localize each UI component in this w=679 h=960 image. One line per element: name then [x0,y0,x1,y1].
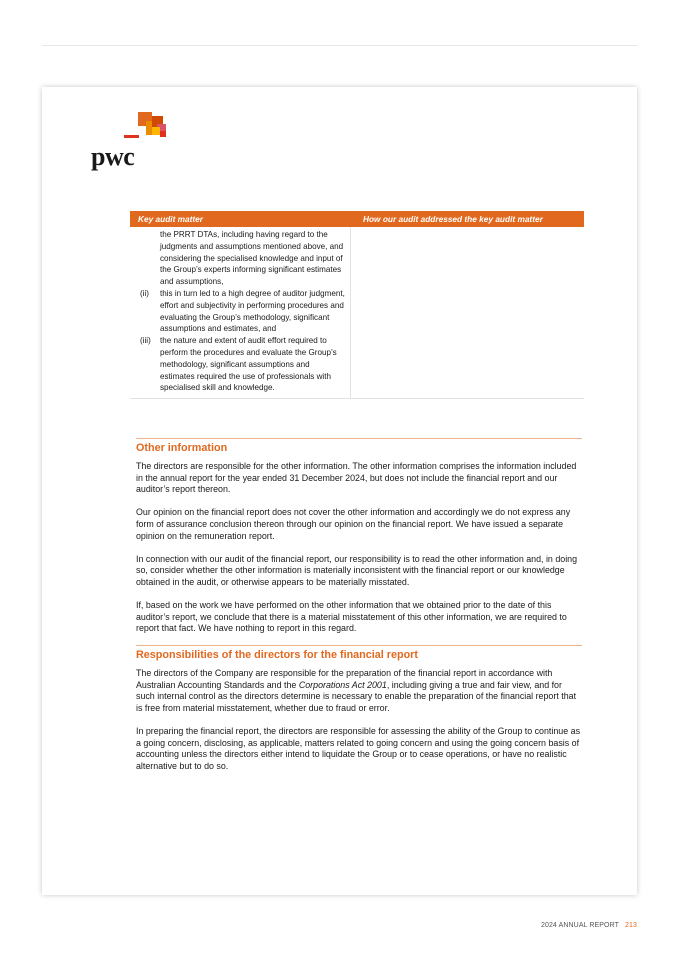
other-information-section [136,438,582,647]
list-item-text: the PRRT DTAs, including having regard to the judgments and assumptions mentioned above, and considering the specialised knowledge and input of the Group’s experts informing significant estimates and assumptions, [160,230,344,287]
header-key-audit-matter: Key audit matter [138,214,204,224]
page-footer [541,922,637,929]
page-sheet [42,87,637,895]
report-label: 2024 ANNUAL REPORT [540,922,620,929]
list-item [138,229,346,288]
paragraph: In connection with our audit of the financial report, our responsibility is to read the other information and, in doing so, consider whether the other information is materially inconsistent with the financial report or our knowledge obtained in the audit, or otherwise appears to be materially misstated. [136,553,578,587]
list-item-text: this in turn led to a high degree of auditor judgment, effort and subjectivity in performing procedures and evaluating the Group’s methodology, significant assumptions and estimates, and [160,288,345,334]
key-audit-matter-cell [130,227,351,398]
how-addressed-cell [351,227,584,398]
list-item-number: (iii) [140,336,151,346]
paragraph: In preparing the financial report, the directors are responsible for assessing the ability of the Group to continue as a going concern, disclosing, as applicable, matters related to going concern and using the going concern basis of accounting unless the directors either intend to liquidate the Group or to cease operations, or have no realistic alternative but to do so. [136,725,581,771]
header-how-addressed: How our audit addressed the key audit matter [363,214,543,224]
paragraph: Our opinion on the financial report does not cover the other information and accordingly we do not express any form of assurance conclusion thereon through our opinion on the financial report. We have issued a separate opinion on the remuneration report. [136,507,571,541]
page-number: 213 [625,922,637,929]
section-divider [136,645,582,646]
paragraph: If, based on the work we have performed on the other information that we obtained prior to the date of this auditor’s report, we conclude that there is a material misstatement of this other information, we are required to report that fact. We have nothing to report in this regard. [136,600,567,634]
top-rule [42,45,637,46]
section-heading: Responsibilities of the directors for the financial report [136,649,418,661]
section-divider [136,438,582,439]
pwc-wordmark: pwc [91,142,135,171]
list-item [138,288,346,335]
paragraph-text: The directors of the Company are responsible for the preparation of the financial report in accordance with Australian Accounting Standards and the [136,668,553,690]
list-item-number: (ii) [140,288,149,298]
responsibilities-section [136,645,582,784]
paragraph [136,668,582,714]
list-item-number [138,229,160,288]
pwc-logo [90,112,170,172]
key-audit-matter-table [130,211,584,399]
section-heading: Other information [136,442,228,454]
table-body-row [130,227,584,399]
pwc-logo-mark-icon [90,112,170,144]
paragraph-text: , including giving a true and fair view, and for such internal control as the directors determine is necessary to enable the preparation of the financial report that is free from material misstatement, whether due to fraud or error. [136,679,577,713]
paragraph: The directors are responsible for the other information. The other information comprises the information included in the annual report for the year ended 31 December 2024, but does not include the financial report and our auditor’s report thereon. [136,461,577,495]
table-header-row [130,211,584,227]
act-name: Corporations Act 2001 [298,679,387,690]
list-item-text: the nature and extent of audit effort required to perform the procedures and evaluate the Group’s methodology, significant assumptions and estimates required the use of professionals with specialised skill and knowledge. [160,336,337,393]
list-item [138,335,346,394]
